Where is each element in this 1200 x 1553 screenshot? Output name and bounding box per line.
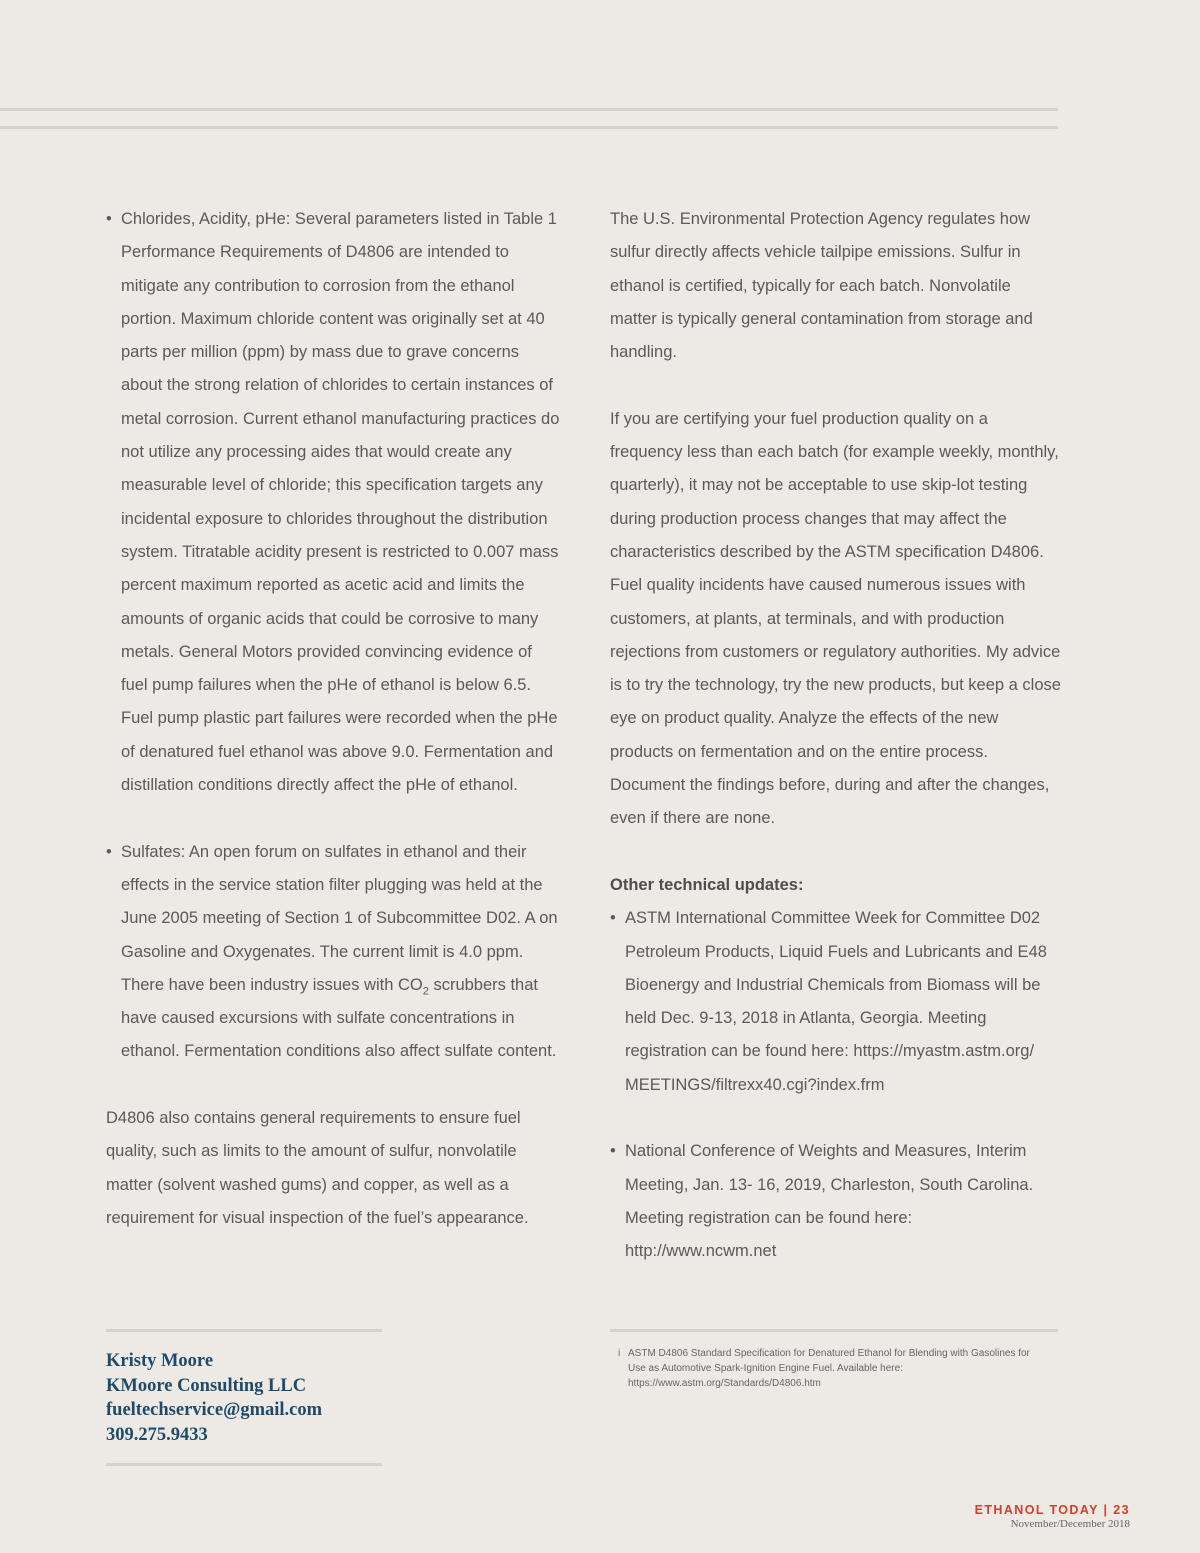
header-rule-top <box>0 108 1058 111</box>
bullet-chlorides-text: Chlorides, Acidity, pHe: Several parameters listed in Table 1 Performance Requirements of D4806 are intended to mitigate any contribution to corrosion from the ethanol portion. Maximum chloride content was originally set at 40 parts per million (ppm) by mass due to grave concerns about the strong relation of chlorides to certain instances of metal corrosion. Current ethanol manufacturing practices do not utilize any processing aides that would create any measurable level of chloride; this specification targets any incidental exposure to chlorides throughout the distribution system. Titratable acidity present is restricted to 0.007 mass percent maximum reported as acetic acid and limits the amounts of organic acids that could be corrosive to many metals. General Motors provided convincing evidence of fuel pump failures when the pHe of ethanol is below 6.5. Fuel pump plastic part failures were recorded when the pHe of denatured fuel ethanol was above 9.0. Fermentation and distillation conditions directly affect the pHe of ethanol. <box>121 210 560 795</box>
page-footer <box>975 1503 1130 1531</box>
author-block <box>106 1349 322 1447</box>
update-ncwm-meeting-text: National Conference of Weights and Measures, Interim Meeting, Jan. 13- 16, 2019, Charleston, South Carolina. Meeting registration can be found here: http://www.ncwm.net <box>625 1142 1034 1261</box>
author-rule-bottom <box>106 1463 382 1466</box>
author-email[interactable]: fueltechservice@gmail.com <box>106 1400 323 1420</box>
footnote-rule <box>610 1329 1058 1332</box>
bullet-marker: • <box>106 842 112 861</box>
co2-subscript: 2 <box>422 985 429 998</box>
bullet-sulfates-text-start: Sulfates: An open forum on sulfates in ethanol and their effects in the service station filter plugging was held at the June 2005 meeting of Section 1 of Subcommittee D02. A on Gasoline and Oxygenates. The current limit is 4.0 ppm. There have been industry issues with CO <box>121 842 558 994</box>
epa-paragraph: The U.S. Environmental Protection Agency regulates how sulfur directly affects vehicle tailpipe emissions. Sulfur in ethanol is certified, typically for each batch. Nonvolatile matter is typically general contamination from storage and handling. <box>610 210 1033 362</box>
update-astm-meeting <box>610 902 1062 1102</box>
certification-paragraph: If you are certifying your fuel production quality on a frequency less than each batch (for example weekly, monthly, quarterly), it may not be acceptable to use skip-lot testing during production process changes that may affect the characteristics described by the ASTM specification D4806. Fuel quality incidents have caused numerous issues with customers, at plants, at terminals, and with production rejections from customers or regulatory authorities. My advice is to try the technology, try the new products, but keep a close eye on product quality. Analyze the effects of the new products on fermentation and on the entire process. Document the findings before, during and after the changes, even if there are none. <box>610 409 1061 828</box>
author-company: KMoore Consulting LLC <box>106 1375 307 1396</box>
bullet-sulfates-text-end: scrubbers that have caused excursions with sulfate concentrations in ethanol. Fermentation conditions also affect sulfate content. <box>121 975 557 1061</box>
footnote-marker: i <box>618 1348 621 1359</box>
technical-updates-heading: Other technical updates: <box>610 875 804 894</box>
update-ncwm-meeting <box>610 1135 1062 1268</box>
bullet-marker: • <box>610 909 616 928</box>
magazine-page-number: ETHANOL TODAY | 23 <box>974 1503 1130 1517</box>
left-column <box>106 203 561 1235</box>
author-phone: 309.275.9433 <box>106 1424 208 1445</box>
bullet-sulfates <box>106 836 561 1069</box>
update-astm-meeting-text: ASTM International Committee Week for Committee D02 Petroleum Products, Liquid Fuels and Lubricants and E48 Bioenergy and Industrial Chemicals from Biomass will be held Dec. 9-13, 2018 in Atlanta, Georgia. Meeting registration can be found here: https://myastm.astm.org/ MEETINGS/filtrexx40.cgi?index.frm <box>625 909 1047 1094</box>
author-name: Kristy Moore <box>106 1351 214 1371</box>
right-column <box>610 203 1062 1269</box>
footnote <box>618 1346 1038 1391</box>
issue-date: November/December 2018 <box>1010 1518 1130 1530</box>
author-rule-top <box>106 1329 382 1332</box>
d4806-requirements-paragraph: D4806 also contains general requirements to ensure fuel quality, such as limits to the amount of sulfur, nonvolatile matter (solvent washed gums) and copper, as well as a requirement for visual inspection of the fuel’s appearance. <box>106 1109 529 1227</box>
footnote-text: ASTM D4806 Standard Specification for Denatured Ethanol for Blending with Gasolines for Use as Automotive Spark-Ignition Engine Fuel. Available here: https://www.astm.org/Standards/D4806.htm <box>628 1348 1030 1389</box>
bullet-chlorides <box>106 203 561 802</box>
bullet-marker: • <box>106 210 112 228</box>
header-rule-bottom <box>0 126 1058 129</box>
bullet-marker: • <box>610 1142 616 1161</box>
